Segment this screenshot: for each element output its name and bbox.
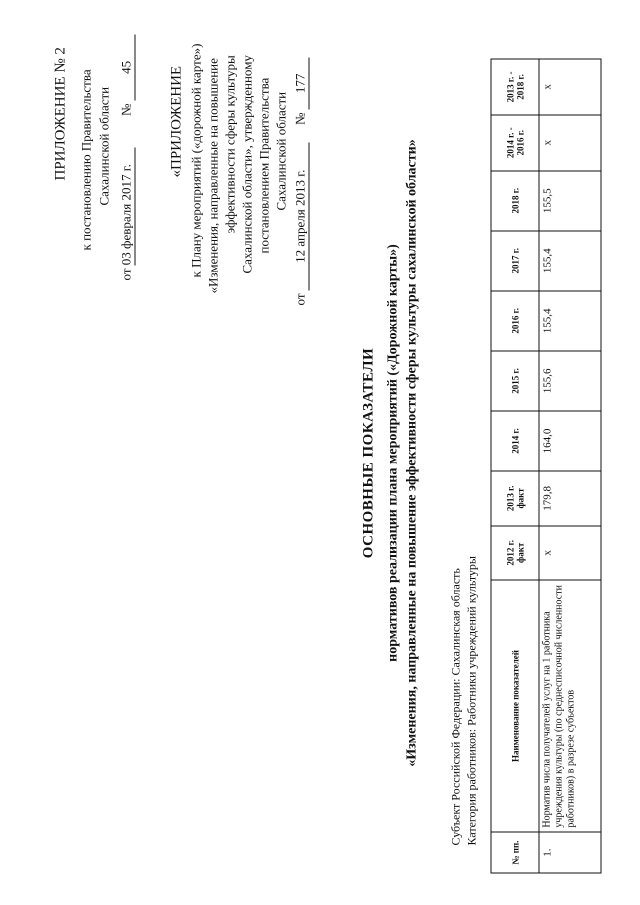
inner-appendix-number: 177: [292, 57, 309, 109]
inner-appendix-line-6: Сахалинской области: [273, 91, 288, 210]
inner-appendix-line-1: к Плану мероприятий («дорожной карте»): [188, 43, 203, 277]
row-value-2017: 155,4: [539, 230, 601, 290]
appendix-title: ПРИЛОЖЕНИЕ № 2: [52, 46, 68, 180]
row-value-2014-2016: x: [539, 114, 601, 170]
document-heading-line-2: «Изменения, направленные на повышение эффективности сферы культуры сахалинской области»: [404, 138, 419, 767]
row-indicator-name: Норматив числа получателей услуг на 1 работника учреждения культуры (по среднесписочной численности работников) в разрезе субъектов: [539, 579, 601, 831]
row-value-2013: 179,8: [539, 471, 601, 526]
header-2014-2016: 2014 г. - 2016 г.: [491, 114, 539, 170]
header-2013-2018: 2013 г. - 2018 г.: [491, 59, 539, 115]
header-2015: 2015 г.: [491, 350, 539, 410]
header-2013: 2013 г. факт: [491, 471, 539, 526]
inner-appendix-line-3: эффективности сферы культуры: [222, 54, 237, 233]
row-value-2015: 155,6: [539, 350, 601, 410]
header-2017: 2017 г.: [491, 230, 539, 290]
inner-appendix-date-line: [292, 57, 309, 305]
header-2016: 2016 г.: [491, 290, 539, 350]
inner-appendix-date: 12 апреля 2013 г.: [292, 142, 309, 290]
row-value-2013-2018: x: [539, 59, 601, 115]
header-indicator-name: Наименование показателей: [491, 579, 539, 831]
appendix-date-line: [118, 34, 135, 280]
appendix-number: 45: [118, 34, 135, 100]
inner-appendix-number-label: №: [292, 112, 307, 125]
inner-appendix-line-4: Сахалинской области», утвержденному: [239, 54, 254, 273]
table-row: [539, 59, 601, 873]
row-value-2012: x: [539, 525, 601, 579]
category-line: Категория работников: Работники учреждений культуры: [464, 555, 478, 845]
appendix-number-label: №: [118, 103, 133, 116]
table-header-row: [491, 59, 539, 873]
appendix-date: 03 февраля 2017 г.: [118, 147, 135, 265]
inner-appendix-title: «ПРИЛОЖЕНИЕ: [168, 65, 184, 177]
header-2012: 2012 г. факт: [491, 525, 539, 579]
header-number: № пп.: [491, 832, 539, 873]
row-value-2014: 164,0: [539, 410, 601, 470]
document-heading-line-1: нормативов реализации плана мероприятий («Дорожной карты»): [385, 243, 400, 662]
row-value-2016: 155,4: [539, 290, 601, 350]
header-2018: 2018 г.: [491, 170, 539, 230]
inner-appendix-from-label: от: [292, 292, 307, 305]
inner-appendix-line-5: постановлением Правительства: [256, 77, 271, 253]
document-heading: ОСНОВНЫЕ ПОКАЗАТЕЛИ: [360, 347, 376, 558]
inner-appendix-line-2: «Изменения, направленные на повышение: [205, 57, 220, 293]
row-value-2018: 155,5: [539, 170, 601, 230]
appendix-line-2: Сахалинской области: [96, 86, 111, 205]
indicators-table: [490, 58, 601, 873]
appendix-line-1: к постановлению Правительства: [78, 68, 93, 250]
header-2014: 2014 г.: [491, 410, 539, 470]
row-number: 1.: [539, 832, 601, 873]
appendix-from-label: от: [118, 267, 133, 280]
subject-line: Субъект Российской Федерации: Сахалинская область: [448, 567, 462, 845]
